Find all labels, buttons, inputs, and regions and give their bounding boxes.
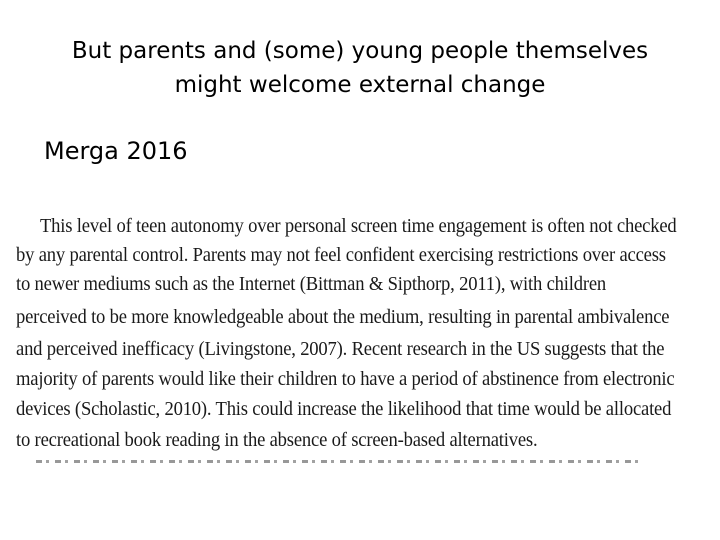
excerpt-line: This level of teen autonomy over personal screen time engagement is often not checked [40,215,677,237]
excerpt-line: by any parental control. Parents may not feel confident exercising restrictions over access [16,244,666,266]
cropped-text-edge [36,460,642,463]
title-line-1: But parents and (some) young people themselves [71,38,649,64]
excerpt-line: to recreational book reading in the absence of screen-based alternatives. [16,429,538,451]
slide-title [40,34,680,102]
title-line-2: might welcome external change [174,72,546,98]
excerpt-line: and perceived inefficacy (Livingstone, 2007). Recent research in the US suggests that the [16,338,665,360]
excerpt-line: majority of parents would like their children to have a period of abstinence from electronic [16,368,675,390]
excerpt-line: devices (Scholastic, 2010). This could increase the likelihood that time would be allocated [16,398,672,420]
citation-label: Merga 2016 [44,137,188,165]
excerpt-image [0,205,720,463]
excerpt-line: perceived to be more knowledgeable about the medium, resulting in parental ambivalence [16,306,670,328]
excerpt-line: to newer mediums such as the Internet (Bittman & Sipthorp, 2011), with children [16,273,607,295]
